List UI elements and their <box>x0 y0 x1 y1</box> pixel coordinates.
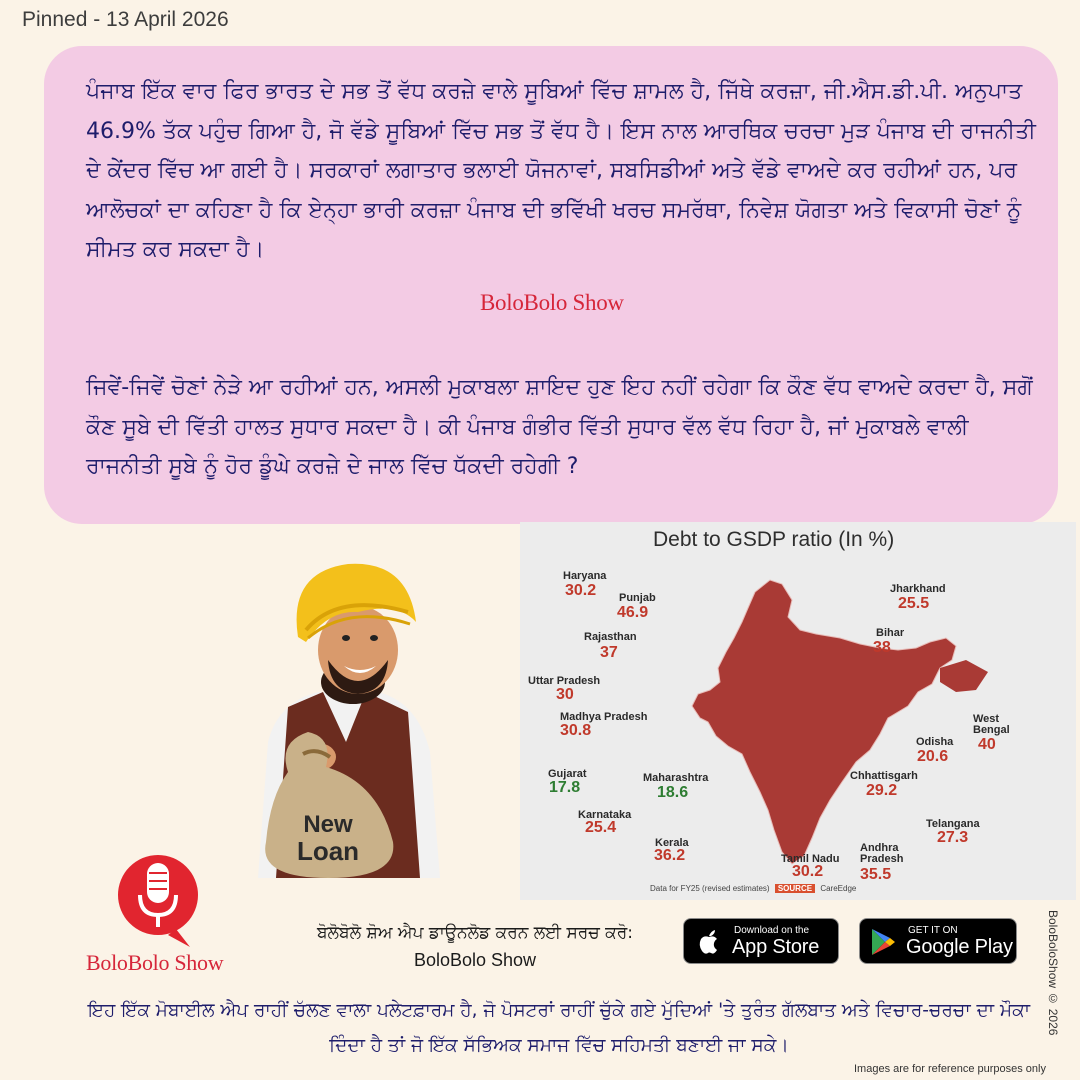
state-value-madhya-pradesh: 30.8 <box>560 722 592 739</box>
state-value-andhra-pradesh: 35.5 <box>860 866 892 883</box>
state-label-kerala: Kerala <box>655 837 689 849</box>
state-value-punjab: 46.9 <box>617 604 649 621</box>
state-label-karnataka: Karnataka <box>578 809 632 821</box>
disclaimer-text: Images are for reference purposes only <box>854 1063 1046 1075</box>
state-value-gujarat: 17.8 <box>549 779 581 796</box>
state-value-rajasthan: 37 <box>600 644 618 661</box>
search-prompt <box>290 920 660 974</box>
platform-description: ਇਹ ਇੱਕ ਮੋਬਾਈਲ ਐਪ ਰਾਹੀਂ ਚੱਲਣ ਵਾਲਾ ਪਲੇਟਫ਼ਾਰਮ ਹੈ, ਜੋ ਪੋਸਟਰਾਂ ਰਾਹੀਂ ਚੁੱਕੇ ਗਏ ਮੁੱਦਿਆਂ 'ਤੇ ਤੁਰੰਤ ਗੱਲਬਾਤ ਅਤੇ ਵਿਚਾਰ-ਚਰਚਾ ਦਾ ਮੌਕਾ ਦਿੰਦਾ ਹੈ ਤਾਂ ਜੋ ਇੱਕ ਸੱਭਿਅਕ ਸਮਾਜ ਵਿੱਚ ਸਹਿਮਤੀ ਬਣਾਈ ਜਾ ਸਕੇ। <box>87 1000 1031 1056</box>
state-label-odisha: Odisha <box>916 736 954 748</box>
state-value-karnataka: 25.4 <box>585 819 617 836</box>
post-paragraph-1: ਪੰਜਾਬ ਇੱਕ ਵਾਰ ਫਿਰ ਭਾਰਤ ਦੇ ਸਭ ਤੋਂ ਵੱਧ ਕਰਜ਼ੇ ਵਾਲੇ ਸੂਬਿਆਂ ਵਿੱਚ ਸ਼ਾਮਲ ਹੈ, ਜਿੱਥੇ ਕਰਜ਼ਾ, ਜੀ.ਐਸ.ਡੀ.ਪੀ. ਅਨੁਪਾਤ 46.9% ਤੱਕ ਪਹੁੰਚ ਗਿਆ ਹੈ, ਜੋ ਵੱਡੇ ਸੂਬਿਆਂ ਵਿੱਚ ਸਭ ਤੋਂ ਵੱਧ ਹੈ। ਇਸ ਨਾਲ ਆਰਥਿਕ ਚਰਚਾ ਮੁੜ ਪੰਜਾਬ ਦੀ ਰਾਜਨੀਤੀ ਦੇ ਕੇਂਦਰ ਵਿੱਚ ਆ ਗਈ ਹੈ। ਸਰਕਾਰਾਂ ਲਗਾਤਾਰ ਭਲਾਈ ਯੋਜਨਾਵਾਂ, ਸਬਸਿਡੀਆਂ ਅਤੇ ਵੱਡੇ ਵਾਅਦੇ ਕਰ ਰਹੀਆਂ ਹਨ, ਪਰ ਆਲੋਚਕਾਂ ਦਾ ਕਹਿਣਾ ਹੈ ਕਿ ਏਨ੍ਹਾ ਭਾਰੀ ਕਰਜ਼ਾ ਪੰਜਾਬ ਦੀ ਭਵਿੱਖੀ ਖਰਚ ਸਮਰੱਥਾ, ਨਿਵੇਸ਼ ਯੋਗਤਾ ਅਤੇ ਵਿਕਾਸੀ ਚੋਣਾਂ ਨੂੰ ਸੀਮਤ ਕਰ ਸਕਦਾ ਹੈ। <box>86 79 1036 262</box>
map-title: Debt to GSDP ratio (In %) <box>653 528 895 551</box>
state-label-madhya-pradesh: Madhya Pradesh <box>560 711 648 723</box>
state-label-west-bengal: West Bengal <box>973 713 1010 736</box>
app-store-small-label: Download on the <box>734 925 810 936</box>
app-store-big-label: App Store <box>732 936 820 958</box>
search-app-name: BoloBolo Show <box>413 950 537 970</box>
state-label-telangana: Telangana <box>926 818 980 830</box>
state-label-tamil-nadu: Tamil Nadu <box>781 853 840 865</box>
copyright-text: BoloBoloShow © 2026 <box>1046 910 1060 1036</box>
search-prompt-text: ਬੋਲੋਬੋਲੋ ਸ਼ੋਅ ਐਪ ਡਾਊਨਲੋਡ ਕਰਨ ਲਈ ਸਰਚ ਕਰੋ: <box>316 923 634 943</box>
map-source-note <box>650 884 856 893</box>
state-label-bihar: Bihar <box>876 627 905 639</box>
state-value-haryana: 30.2 <box>565 582 597 599</box>
state-label-haryana: Haryana <box>563 570 607 582</box>
state-value-west-bengal: 40 <box>978 736 996 753</box>
state-label-andhra-pradesh: Andhra Pradesh <box>860 842 904 865</box>
google-play-small-label: GET IT ON <box>908 925 958 936</box>
bubble-watermark: BoloBolo Show <box>480 290 624 315</box>
bolobolo-logo-icon <box>116 851 200 951</box>
app-store-button[interactable] <box>683 918 839 964</box>
pinned-label: Pinned - 13 April 2026 <box>22 8 229 31</box>
state-value-jharkhand: 25.5 <box>898 595 930 612</box>
state-value-kerala: 36.2 <box>654 847 686 864</box>
state-value-maharashtra: 18.6 <box>657 784 689 801</box>
state-label-punjab: Punjab <box>619 592 656 604</box>
state-label-maharashtra: Maharashtra <box>643 772 709 784</box>
source-name: CareEdge <box>820 884 857 893</box>
india-map-shape <box>692 580 956 864</box>
bag-text-loan: Loan <box>296 836 360 866</box>
source-note-text: Data for FY25 (revised estimates) <box>650 884 770 893</box>
state-label-jharkhand: Jharkhand <box>890 583 946 595</box>
google-play-icon <box>870 928 896 956</box>
bag-text-new: New <box>303 811 353 838</box>
state-label-uttar-pradesh: Uttar Pradesh <box>528 675 601 687</box>
state-value-odisha: 20.6 <box>917 748 949 765</box>
politician-illustration <box>248 542 440 878</box>
google-play-big-label: Google Play <box>906 936 1013 958</box>
state-value-bihar: 38 <box>873 639 891 656</box>
state-label-gujarat: Gujarat <box>548 768 587 780</box>
state-value-chhattisgarh: 29.2 <box>866 782 898 799</box>
state-label-chhattisgarh: Chhattisgarh <box>850 770 918 782</box>
logo-text: BoloBolo Show <box>86 950 224 975</box>
source-tag: SOURCE <box>775 884 815 893</box>
post-paragraph-2: ਜਿਵੇਂ-ਜਿਵੇਂ ਚੋਣਾਂ ਨੇੜੇ ਆ ਰਹੀਆਂ ਹਨ, ਅਸਲੀ ਮੁਕਾਬਲਾ ਸ਼ਾਇਦ ਹੁਣ ਇਹ ਨਹੀਂ ਰਹੇਗਾ ਕਿ ਕੌਣ ਵੱਧ ਵਾਅਦੇ ਕਰਦਾ ਹੈ, ਸਗੋਂ ਕੌਣ ਸੂਬੇ ਦੀ ਵਿੱਤੀ ਹਾਲਤ ਸੁਧਾਰ ਸਕਦਾ ਹੈ। ਕੀ ਪੰਜਾਬ ਗੰਭੀਰ ਵਿੱਤੀ ਸੁਧਾਰ ਵੱਲ ਵੱਧ ਰਿਹਾ ਹੈ, ਜਾਂ ਮੁਕਾਬਲੇ ਵਾਲੀ ਰਾਜਨੀਤੀ ਸੂਬੇ ਨੂੰ ਹੋਰ ਡੂੰਘੇ ਕਰਜ਼ੇ ਦੇ ਜਾਲ ਵਿੱਚ ਧੱਕਦੀ ਰਹੇਗੀ ? <box>86 375 1033 479</box>
apple-icon <box>698 929 720 955</box>
state-value-tamil-nadu: 30.2 <box>792 863 824 880</box>
state-value-telangana: 27.3 <box>937 829 969 846</box>
google-play-button[interactable] <box>859 918 1017 964</box>
state-label-rajasthan: Rajasthan <box>584 631 637 643</box>
state-value-uttar-pradesh: 30 <box>556 686 574 703</box>
